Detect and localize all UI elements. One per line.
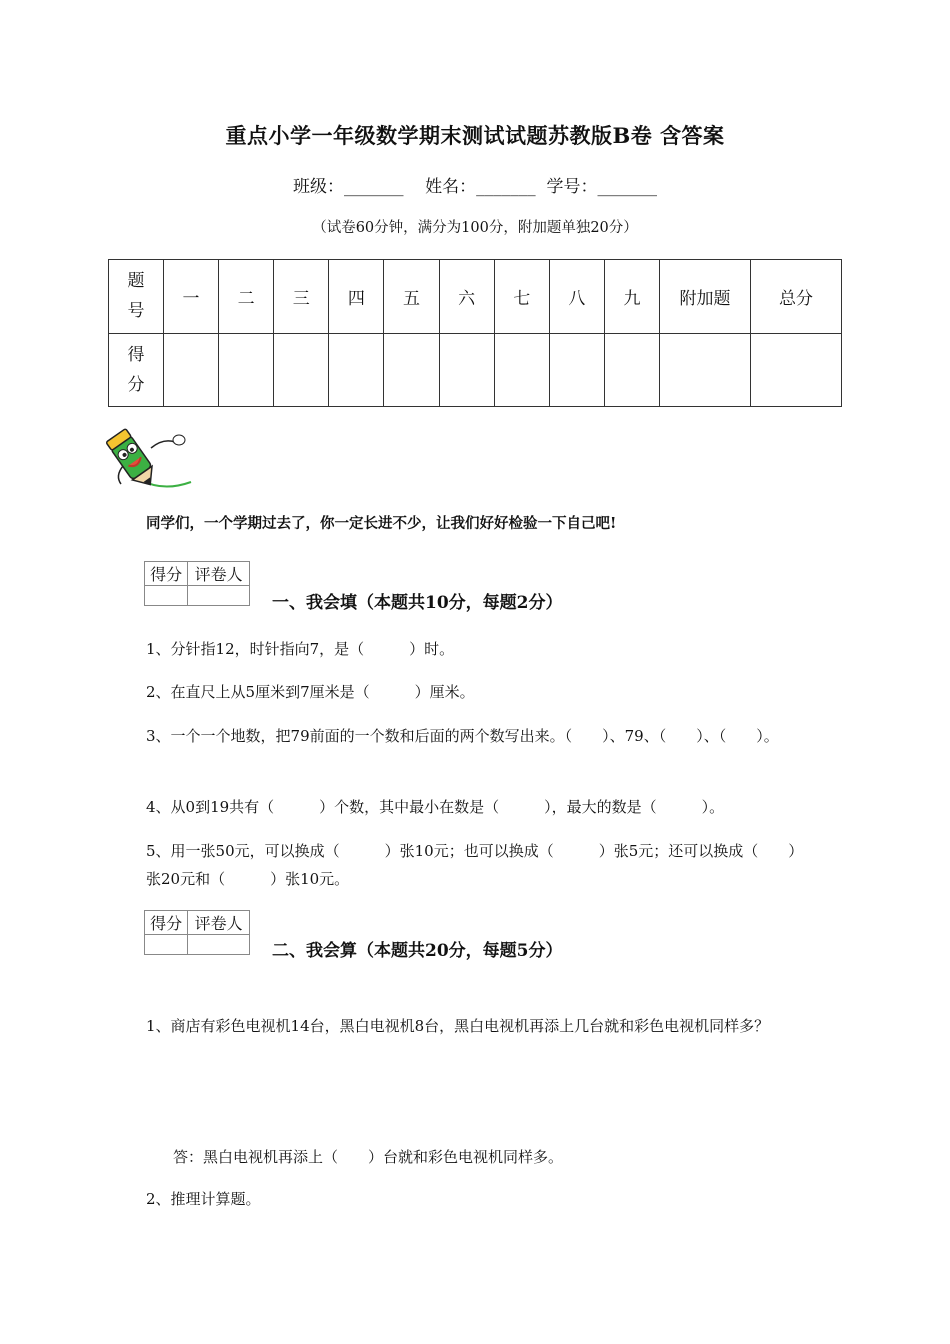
- col-8: 八: [549, 260, 604, 334]
- score-cell[interactable]: [219, 333, 274, 407]
- score-cell[interactable]: [751, 333, 842, 407]
- intro-text: 同学们，一个学期过去了，你一定长进不少，让我们好好检验一下自己吧!: [146, 515, 617, 532]
- col-9: 九: [604, 260, 659, 334]
- score-cell[interactable]: [549, 333, 604, 407]
- section-1-title: 一、我会填（本题共10分，每题2分）: [272, 593, 563, 613]
- col-1: 一: [164, 260, 219, 334]
- grader-reviewer-label: 评卷人: [188, 562, 250, 586]
- section-2-title: 二、我会算（本题共20分，每题5分）: [272, 941, 563, 961]
- s1-question-3: 3、一个一个地数，把79前面的一个数和后面的两个数写出来。（ ）、79、（ ）、（ ）。: [146, 727, 779, 745]
- score-cell[interactable]: [329, 333, 384, 407]
- document-title: 重点小学一年级数学期末测试试题苏教版B卷 含答案: [225, 123, 725, 148]
- col-4: 四: [329, 260, 384, 334]
- s1-question-2: 2、在直尺上从5厘米到7厘米是（ ）厘米。: [146, 683, 475, 701]
- grader-reviewer-label: 评卷人: [188, 911, 250, 935]
- s2-answer-1: 答：黑白电视机再添上（ ）台就和彩色电视机同样多。: [173, 1148, 564, 1166]
- score-cell[interactable]: [164, 333, 219, 407]
- student-info-line: [0, 172, 950, 197]
- score-cell[interactable]: [384, 333, 439, 407]
- col-total: 总分: [751, 260, 842, 334]
- s1-question-4: 4、从0到19共有（ ）个数，其中最小在数是（ ），最大的数是（ ）。: [146, 798, 725, 816]
- s2-question-1: 1、商店有彩色电视机14台，黑白电视机8台，黑白电视机再添上几台就和彩色电视机同样多？: [146, 1017, 770, 1035]
- grader-box-2: [144, 910, 250, 955]
- score-cell[interactable]: [439, 333, 494, 407]
- col-bonus: 附加题: [660, 260, 751, 334]
- grader-box-1: [144, 561, 250, 606]
- s1-question-5: 5、用一张50元，可以换成（ ）张10元；也可以换成（ ）张5元；还可以换成（ ）张20元和（ ）张10元。: [146, 842, 804, 888]
- grader-score-cell[interactable]: [145, 586, 188, 606]
- row-head-question-number: 题号: [109, 260, 164, 334]
- score-table: [108, 259, 842, 407]
- score-cell[interactable]: [660, 333, 751, 407]
- col-2: 二: [219, 260, 274, 334]
- grader-score-cell[interactable]: [145, 935, 188, 955]
- grader-reviewer-cell[interactable]: [188, 935, 250, 955]
- grader-score-label: 得分: [145, 562, 188, 586]
- name-blank: _______: [476, 177, 536, 197]
- exam-note: （试卷60分钟，满分为100分，附加题单独20分）: [312, 220, 638, 236]
- class-label: 班级：: [293, 177, 345, 197]
- pencil-mascot-icon: [103, 420, 195, 494]
- grader-score-label: 得分: [145, 911, 188, 935]
- id-label: 学号：: [546, 177, 598, 197]
- score-cell[interactable]: [274, 333, 329, 407]
- s1-question-1: 1、分针指12，时针指向7，是（ ）时。: [146, 640, 455, 658]
- score-cell[interactable]: [604, 333, 659, 407]
- id-blank: _______: [597, 177, 657, 197]
- row-head-score: 得分: [109, 333, 164, 407]
- col-5: 五: [384, 260, 439, 334]
- score-table-score-row: [109, 333, 842, 407]
- name-label: 姓名：: [425, 177, 477, 197]
- col-7: 七: [494, 260, 549, 334]
- score-cell[interactable]: [494, 333, 549, 407]
- col-6: 六: [439, 260, 494, 334]
- s2-question-2: 2、推理计算题。: [146, 1190, 261, 1208]
- grader-reviewer-cell[interactable]: [188, 586, 250, 606]
- score-table-header-row: [109, 260, 842, 334]
- class-blank: _______: [344, 177, 404, 197]
- col-3: 三: [274, 260, 329, 334]
